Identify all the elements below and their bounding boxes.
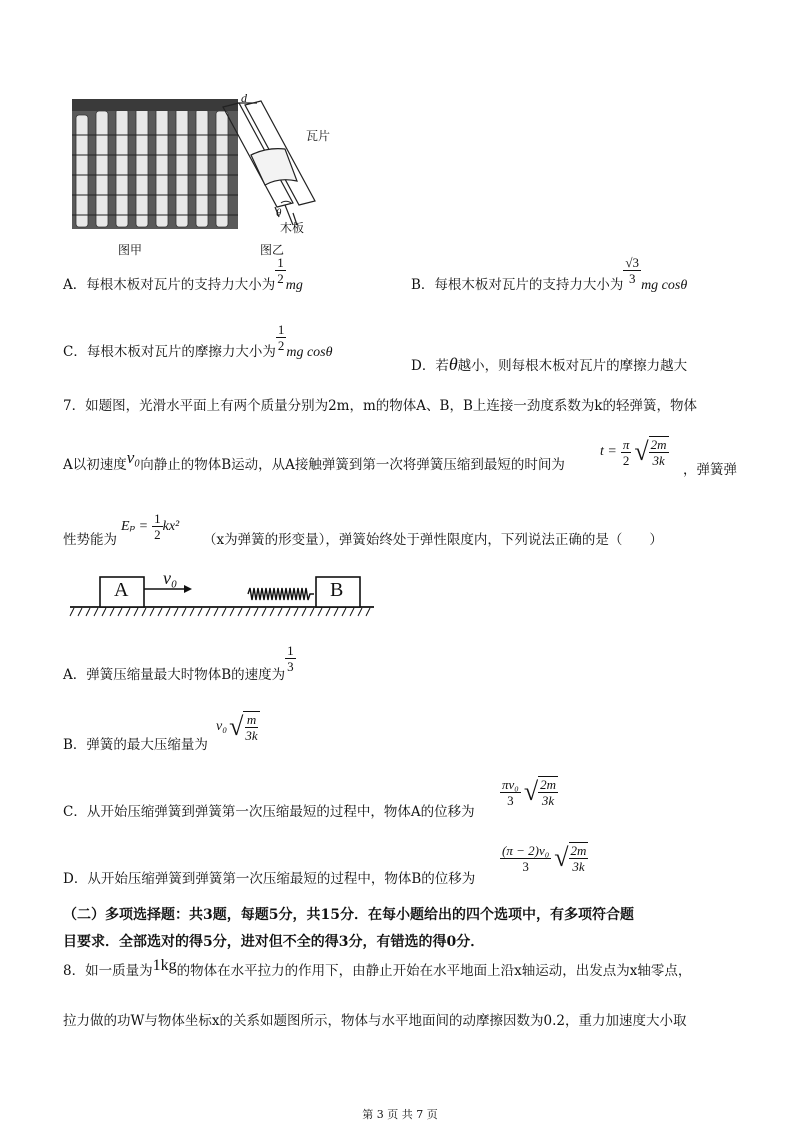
velocity-label: v₀ (163, 568, 178, 588)
q6-option-a[interactable]: A．每根木板对瓦片的支持力大小为 $\frac{1}{2}$ mg (63, 255, 303, 293)
figure-tile-boards (215, 85, 335, 240)
section2-line1: （二）多项选择题：共3题，每题5分，共15分．在每小题给出的四个选项中，有多项符合题 (63, 907, 634, 923)
block-a-label: A (114, 579, 129, 601)
q7-line2: A以初速度v₀向静止的物体B运动，从A接触弹簧到第一次将弹簧压缩到最短的时间为 (63, 448, 565, 473)
fig-b-caption: 图乙 (260, 243, 285, 257)
label-d: d (241, 91, 247, 105)
q7-option-a[interactable]: A．弹簧压缩量最大时物体B的速度为 $\frac{1}{3}$ (63, 643, 294, 683)
q8-line1: 8．如一质量为1kg的物体在水平拉力的作用下，由静止开始在水平地面上沿x轴运动，出发点为x轴零点， (63, 957, 692, 979)
q7-option-b[interactable]: B．弹簧的最大压缩量为 (63, 737, 208, 753)
q8-line2: 拉力做的功W与物体坐标x的关系如题图所示，物体与水平地面间的动摩擦因数为0.2，重力加速度大小取 (63, 1013, 687, 1029)
q7-line3-b: （x为弹簧的形变量），弹簧始终处于弹性限度内，下列说法正确的是（ ） (203, 532, 663, 548)
label-board: 木板 (280, 221, 305, 235)
q7-ep-formula: Eₚ = $\frac{1}{2}$ kx² (121, 511, 180, 542)
q7-line2-tail: ，弹簧弹 (683, 462, 737, 478)
label-theta: θ (276, 207, 282, 219)
fig-a-caption: 图甲 (118, 243, 143, 257)
q7-option-c[interactable]: C．从开始压缩弹簧到弹簧第一次压缩最短的过程中，物体A的位移为 (63, 804, 475, 820)
label-tile: 瓦片 (306, 129, 331, 143)
q7-option-d[interactable]: D．从开始压缩弹簧到弹簧第一次压缩最短的过程中，物体B的位移为 (63, 871, 476, 887)
q7-option-c-formula: $\frac{\text{πv₀}}{3}$ √ $\frac{2m}{3k}$ (502, 776, 556, 808)
q6-option-b[interactable]: B．每根木板对瓦片的支持力大小为 $\frac{√3}{3}$ mg cosθ (411, 255, 688, 293)
q7-line1: 7．如题图，光滑水平面上有两个质量分别为2m，m的物体A、B，B上连接一劲度系数为k的轻弹簧，物体 (63, 398, 698, 414)
q7-option-d-formula: $\frac{\text{(π − 2)v₀}}{3}$ √ $\frac{2m}{3k}$ (502, 842, 587, 874)
q7-option-b-formula: v₀ √ $\frac{m}{3k}$ (216, 712, 258, 743)
page-footer: 第 3 页 共 7 页 (362, 1108, 438, 1121)
q7-line3-a: 性势能为 (63, 532, 117, 548)
section2-line2: 目要求．全部选对的得5分，进对但不全的得3分，有错选的得0分． (63, 934, 485, 950)
q7-time-formula: t = $\frac{\pi}{2}$ √ $\frac{2m}{3k}$ (600, 436, 667, 468)
q6-option-c[interactable]: C．每根木板对瓦片的摩擦力大小为 $\frac{1}{2}$ mg cosθ (63, 322, 333, 360)
block-b-label: B (330, 579, 344, 601)
q6-option-d[interactable]: D．若θ越小，则每根木板对瓦片的摩擦力越大 (411, 354, 688, 374)
